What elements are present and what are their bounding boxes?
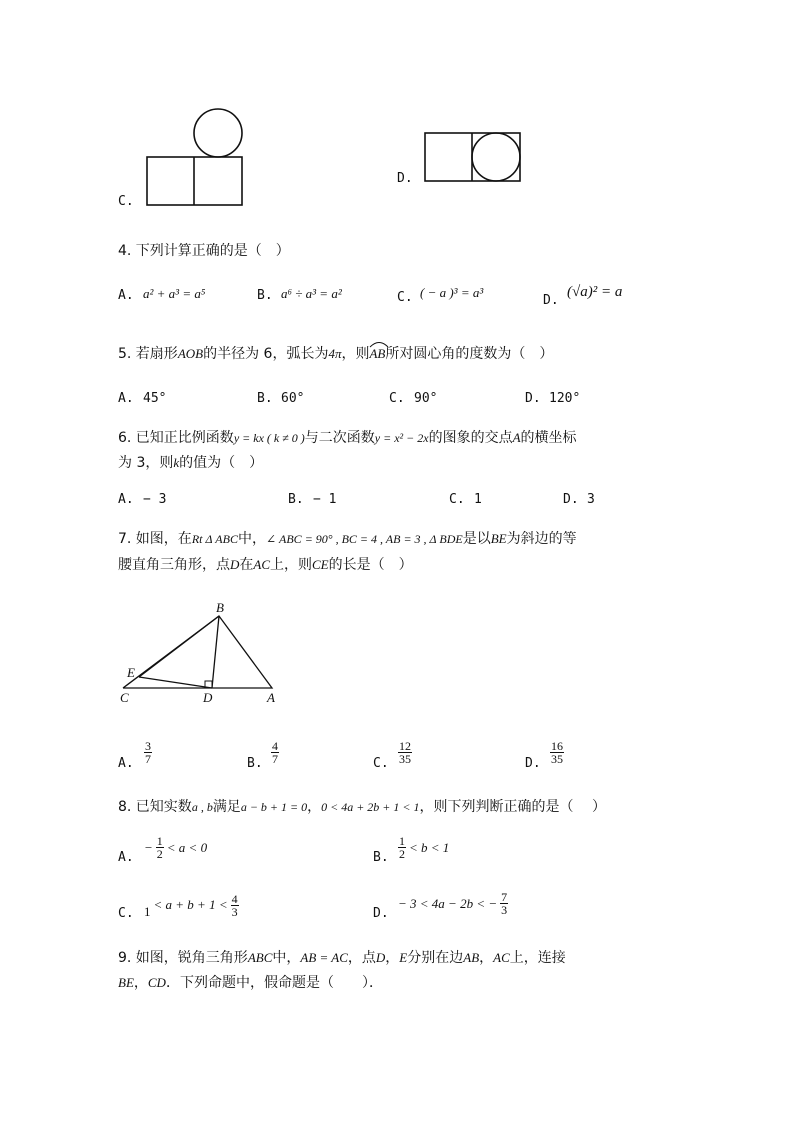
q8-c-mid: < a + b + 1 < — [153, 897, 228, 912]
q7-be: BE — [490, 531, 507, 546]
q8-b-num: 1 — [399, 834, 405, 848]
q7-b-den: 7 — [272, 752, 278, 766]
q7-text-a: 7. 如图，在 — [118, 531, 192, 547]
q7-text-c: 是以 — [462, 531, 491, 547]
q7-a-den: 7 — [145, 752, 151, 766]
q9-cd: CD — [147, 975, 166, 990]
q8-a-minus: − — [144, 839, 153, 855]
q8-b-rest: < b < 1 — [409, 839, 450, 855]
q3-c-label: C. — [118, 194, 134, 209]
q6-text-a: 6. 已知正比例函数 — [118, 430, 234, 446]
q9-eq: AB = AC — [300, 950, 348, 965]
q5-option-b-label: B. — [257, 391, 273, 406]
q9-text-h: ， — [133, 975, 148, 991]
q7-fig-label-b: B — [216, 600, 224, 615]
q4-stem: 4. 下列计算正确的是（ ） — [118, 243, 290, 259]
q9-text-b: 中， — [272, 950, 301, 966]
q9-text-g: 上，连接 — [509, 950, 566, 966]
q9-text-a: 9. 如图，锐角三角形 — [118, 950, 248, 966]
q7-c-den: 35 — [399, 752, 411, 766]
q9-be: BE — [118, 975, 134, 990]
q7-text-d: 为斜边的等 — [506, 531, 577, 547]
q6-option-b: − 1 — [313, 492, 337, 507]
q7-point-d: D — [230, 557, 240, 572]
q7-text-e: 腰直角三角形，点 — [118, 557, 230, 573]
q7-option-d-label: D. — [525, 756, 541, 771]
q5-option-b: 60° — [281, 391, 305, 406]
q4-option-a-label: A. — [118, 288, 134, 303]
q4-option-b-label: B. — [257, 288, 273, 303]
q9-ac: AC — [493, 950, 510, 965]
q7-c-num: 12 — [399, 739, 411, 753]
q4-option-c: ( − a )³ = a³ — [420, 285, 484, 300]
q5-option-a-label: A. — [118, 391, 134, 406]
q8-d-frac — [500, 891, 508, 916]
q7-option-b — [271, 740, 279, 765]
q8-text-a: 8. 已知实数 — [118, 799, 192, 815]
q7-ce: CE — [312, 557, 329, 572]
q8-d-rest: − 3 < 4a − 2b < − — [398, 895, 498, 911]
q7-option-c — [398, 740, 412, 765]
q7-text-f: 在 — [239, 557, 254, 573]
q8-option-d-label: D. — [373, 906, 389, 921]
q6-k: k — [173, 455, 180, 470]
q8-option-a-label: A. — [118, 850, 134, 865]
q8-option-c — [144, 890, 239, 920]
q8-text-b: 满足 — [212, 799, 241, 815]
q8-text-d: ，则下列判断正确的是（ ） — [419, 799, 606, 815]
q7-option-d — [550, 740, 564, 765]
q9-stem-line-1 — [118, 947, 566, 967]
q6-option-c: 1 — [474, 492, 482, 507]
q8-stem — [118, 796, 606, 816]
q7-text-h: 的长是（ ） — [328, 557, 413, 573]
q6-option-c-label: C. — [449, 492, 465, 507]
q7-fig-label-c: C — [120, 690, 129, 705]
q9-text-d: ， — [385, 950, 400, 966]
q6-func-1: y = kx ( k ≠ 0 ) — [233, 431, 305, 445]
q7-option-b-label: B. — [247, 756, 263, 771]
q7-d-den: 35 — [551, 752, 563, 766]
q7-option-a-label: A. — [118, 756, 134, 771]
q5-stem-text-a: 5. 若扇形 — [118, 346, 178, 362]
q9-e: E — [399, 950, 408, 965]
q8-option-c-label: C. — [118, 906, 134, 921]
q6-text-e: 为 3，则 — [118, 455, 174, 471]
q7-option-a — [144, 740, 152, 765]
q6-text-f: 的值为（ ） — [179, 455, 264, 471]
q7-fig-label-d: D — [203, 690, 213, 705]
q9-text-e: 分别在边 — [407, 950, 464, 966]
q9-ab: AB — [463, 950, 480, 965]
q8-d-num: 7 — [501, 890, 508, 904]
q9-text-c: ，点 — [347, 950, 376, 966]
q4-option-b: a⁶ ÷ a³ = a² — [281, 286, 342, 301]
q8-c-den: 3 — [231, 904, 238, 919]
q8-a-rest: < a < 0 — [166, 839, 208, 855]
q7-b-num: 4 — [272, 739, 278, 753]
q5-stem-text-d: 所对圆心角的度数为（ ） — [385, 346, 554, 362]
q6-text-d: 的横坐标 — [520, 430, 577, 446]
q5-stem-text-b: 的半径为 6，弧长为 — [203, 346, 329, 362]
q4-option-d: (√a)² = a — [567, 284, 623, 300]
q8-equation: a − b + 1 = 0 — [240, 800, 308, 814]
q4-option-d-label: D. — [543, 293, 559, 308]
q8-b-frac — [398, 835, 406, 860]
q8-a-num: 1 — [156, 834, 163, 848]
q5-sector-name: AOB — [177, 346, 204, 361]
q6-func-2: y = x² − 2x — [374, 431, 429, 445]
q6-option-a: − 3 — [143, 492, 167, 507]
q9-text-f: ， — [479, 950, 494, 966]
q9-d: D — [375, 950, 386, 965]
q7-triangle: Rt Δ ABC — [191, 532, 238, 546]
q6-option-d-label: D. — [563, 492, 579, 507]
q7-text-g: 上，则 — [270, 557, 313, 573]
q8-vars: a , b — [191, 800, 213, 814]
q8-b-den: 2 — [399, 847, 405, 861]
q8-option-d — [398, 891, 508, 916]
q7-a-num: 3 — [145, 739, 151, 753]
q4-option-c-label: C. — [397, 290, 413, 305]
q8-inequality: 0 < 4a + 2b + 1 < 1 — [321, 800, 420, 814]
q7-conditions: ∠ ABC = 90° , BC = 4 , AB = 3 , Δ BDE — [265, 532, 463, 546]
q5-stem-text-c: ，则 — [341, 346, 370, 362]
q3-d-label: D. — [397, 171, 413, 186]
q5-option-c-label: C. — [389, 391, 405, 406]
q7-option-c-label: C. — [373, 756, 389, 771]
q8-d-den: 3 — [501, 903, 508, 917]
q8-option-a — [144, 835, 207, 860]
q6-point-a: A — [512, 430, 521, 445]
q8-text-c: ， — [307, 799, 322, 815]
q5-arc-length: 4π — [328, 346, 342, 361]
q5-option-c: 90° — [414, 391, 438, 406]
q6-text-b: 与二次函数 — [304, 430, 375, 446]
q9-stem-line-2 — [118, 972, 383, 992]
q5-option-d: 120° — [549, 391, 581, 406]
q7-ac: AC — [253, 557, 271, 572]
q9-abc: ABC — [247, 950, 273, 965]
q6-option-a-label: A. — [118, 492, 134, 507]
q8-c-num: 4 — [231, 891, 238, 906]
q8-option-b — [398, 835, 449, 860]
q5-option-a: 45° — [143, 391, 167, 406]
q6-option-d: 3 — [587, 492, 595, 507]
q5-option-d-label: D. — [525, 391, 541, 406]
q8-c-one: 1 — [144, 904, 151, 919]
q8-c-frac — [231, 893, 239, 918]
q7-text-b: 中， — [237, 531, 266, 547]
q6-option-b-label: B. — [288, 492, 304, 507]
q4-option-a: a² + a³ = a⁵ — [143, 286, 206, 301]
q8-option-b-label: B. — [373, 850, 389, 865]
q5-arc-ab-label: AB — [369, 346, 386, 361]
q7-fig-label-a: A — [267, 690, 275, 705]
q9-text-i: ．下列命题中，假命题是（ ）． — [165, 975, 383, 991]
q8-a-den: 2 — [156, 847, 163, 861]
q6-text-c: 的图象的交点 — [428, 430, 513, 446]
q7-fig-label-e: E — [127, 665, 135, 680]
q7-d-num: 16 — [551, 739, 563, 753]
q8-a-frac — [156, 835, 164, 860]
